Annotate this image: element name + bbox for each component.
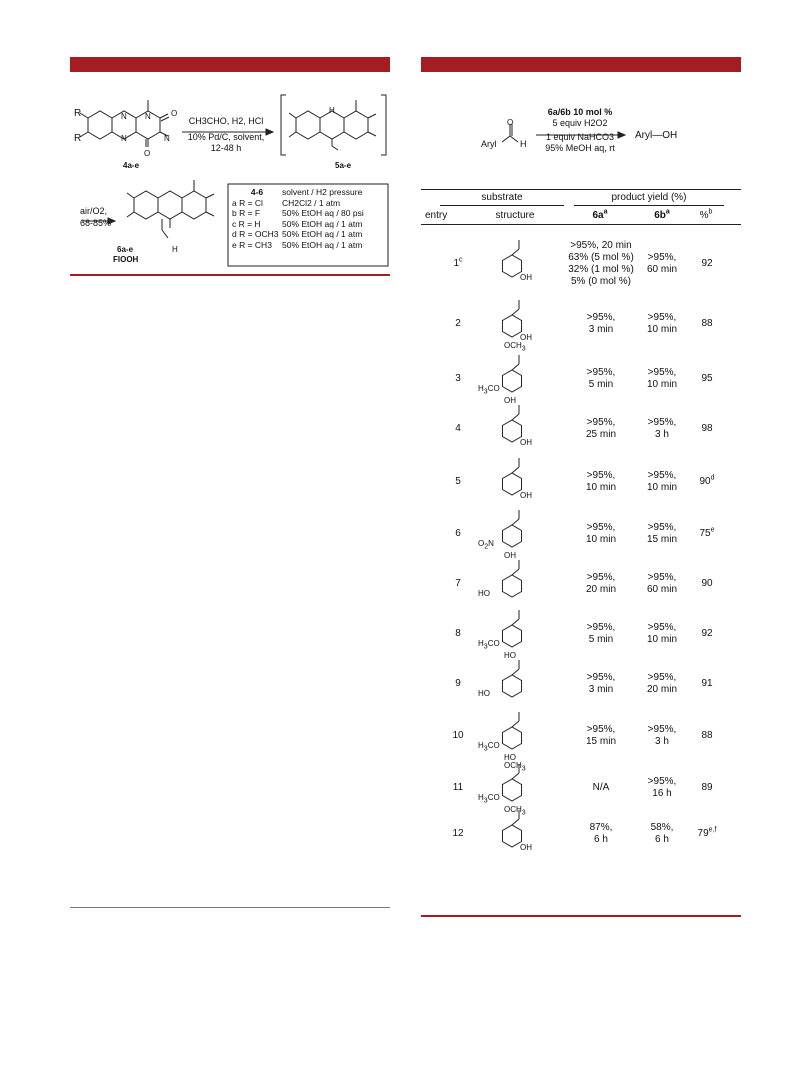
substituent-label: OH: [520, 491, 532, 500]
carbonyl-o-label: O: [171, 109, 178, 118]
legend-solvent-head: solvent / H2 pressure: [282, 187, 363, 197]
benzene-ring: [502, 420, 521, 442]
isolated-yield-text: 89: [701, 782, 713, 793]
benzene-ring: [502, 370, 521, 392]
isolated-yield: [692, 578, 722, 590]
peroxide-h-label: H: [172, 245, 178, 254]
benzene-ring: [502, 825, 521, 847]
substrate-structure: [478, 506, 558, 562]
entry-number: [446, 318, 470, 330]
yield-6b: >95%, 10 min: [646, 312, 677, 335]
benzene-ring: [502, 727, 521, 749]
aldehyde-bond: [512, 519, 519, 525]
aldehyde-bond: [512, 619, 519, 625]
entry-number: [446, 678, 470, 690]
substrate-header-underline: [440, 205, 564, 206]
intermediate-compound-label: 5a-e: [335, 161, 352, 170]
substrate-structure: [478, 236, 558, 292]
right-table-bottom-rule: [421, 915, 741, 917]
footnote-mark: e: [710, 526, 715, 534]
substituent-label: OH: [520, 333, 532, 342]
entry-number-text: 3: [455, 373, 461, 384]
yield-6a: >95%, 10 min: [585, 470, 616, 493]
benzene-ring: [502, 779, 521, 801]
legend-substituent: a R = Cl: [232, 197, 263, 208]
n-label: N: [121, 134, 127, 143]
oxidation-conditions: [80, 206, 111, 229]
legend-row: [232, 219, 386, 230]
substrate-structure: [478, 556, 558, 612]
yield-6a: >95%, 5 min: [586, 367, 616, 390]
benzene-ring: [502, 675, 521, 697]
condition-line: CH3CHO, H2, HCl: [188, 116, 264, 126]
entry-number: [446, 730, 470, 742]
yield-header-underline: [574, 205, 724, 206]
yield-6b: >95%, 60 min: [646, 252, 677, 275]
isolated-yield-text: 98: [701, 423, 713, 434]
oxidation-conditions-block: [530, 107, 630, 154]
yield-6a: >95%, 15 min: [585, 724, 616, 747]
aldehyde-bond: [512, 467, 519, 473]
isolated-yield-text: 88: [701, 318, 713, 329]
entry-column-header: entry: [425, 210, 448, 221]
oxidation-line: 68-85%: [80, 217, 112, 228]
isolated-yield-text: 91: [701, 678, 713, 689]
isolated-yield-text: 79: [697, 828, 709, 839]
substituent-label: $OCH_3$: [504, 341, 526, 353]
substituent-label: HO: [478, 589, 490, 598]
footnote-mark: b: [708, 208, 713, 216]
yield-6a: >95%, 20 min: [585, 572, 616, 595]
substituent-label: HO: [478, 689, 490, 698]
carbonyl-o-label: O: [144, 149, 151, 158]
substituent-label: $H_3CO$: [478, 639, 500, 651]
legend-conditions: CH2Cl2 / 1 atm: [282, 197, 341, 208]
entry-number-text: 4: [455, 423, 461, 434]
r-label-bottom: R: [74, 133, 82, 144]
condition-line: 12-48 h: [210, 143, 242, 153]
structure-column-header: structure: [495, 210, 535, 221]
r-label-top: R: [74, 108, 82, 119]
isolated-yield-text: 75: [699, 528, 711, 539]
entry-number-text: 7: [455, 578, 461, 589]
base-equiv: 1 equiv NaHCO3: [545, 132, 615, 142]
substituent-label: OH: [504, 396, 516, 405]
substrate-structure: [478, 401, 558, 457]
start-compound-label: 4a-e: [123, 161, 140, 170]
substrate-structure: [478, 351, 558, 407]
legend-substituent: e R = CH3: [232, 239, 272, 250]
substrate-structure: [478, 806, 558, 862]
substituent-label: OH: [520, 438, 532, 447]
yield-6b: >95%, 3 h: [647, 724, 677, 747]
isolated-yield-text: 90: [699, 476, 711, 487]
entry-number: [446, 628, 470, 640]
benzene-ring: [502, 525, 521, 547]
yield-6b: >95%, 3 h: [647, 417, 677, 440]
substituent-label: HO: [504, 753, 516, 762]
condition-line: 10% Pd/C, solvent,: [187, 131, 265, 142]
benzene-ring: [502, 575, 521, 597]
flooh-compound-label: 6a-e: [117, 245, 134, 254]
catalyst-6b-header: [642, 210, 682, 222]
legend-substituent: c R = H: [232, 218, 261, 229]
benzene-ring: [502, 625, 521, 647]
entry-number: [446, 782, 470, 794]
legend-row: [232, 208, 386, 219]
entry-number: [446, 528, 470, 540]
catalyst-6a-header: [580, 210, 620, 222]
substrate-structure: [478, 656, 558, 712]
isolated-yield: [692, 476, 722, 488]
footnote-mark: a: [665, 208, 670, 216]
legend-row: [232, 240, 386, 251]
entry-number-text: 11: [452, 782, 464, 793]
yield-6a: N/A: [592, 782, 610, 793]
substrate-structure: [478, 454, 558, 510]
footnote-mark: c: [459, 256, 463, 264]
substituent-label: $H_3CO$: [478, 793, 500, 805]
legend-row: [232, 229, 386, 240]
peroxide-equiv: 5 equiv H2O2: [552, 118, 608, 128]
legend-row: [232, 198, 386, 209]
entry-number-text: 5: [455, 476, 461, 487]
n-label: N: [145, 112, 151, 121]
oxidation-line: air/O2,: [80, 206, 108, 216]
entry-number: [446, 423, 470, 435]
substituent-label: $H_3CO$: [478, 384, 500, 396]
legend-substituent: d R = OCH3: [232, 229, 279, 239]
solvent-temp: 95% MeOH aq, rt: [545, 143, 615, 153]
footnote-mark: e,f: [708, 826, 717, 834]
entry-number: [446, 258, 470, 270]
substituent-label: $OCH_3$: [504, 805, 526, 817]
legend-compound-head: 4-6: [250, 187, 264, 197]
yield-6b: >95%, 10 min: [646, 622, 677, 645]
header-6b-text: 6b: [654, 210, 666, 221]
isolated-yield: [692, 828, 722, 840]
benzene-ring: [502, 473, 521, 495]
aldehyde-bond: [512, 414, 519, 420]
yield-6a: >95%, 3 min: [586, 672, 616, 695]
reduction-conditions: [176, 116, 276, 155]
isolated-yield-text: 95: [701, 373, 713, 384]
legend-conditions: 50% EtOH aq / 1 atm: [282, 229, 363, 239]
entry-number-text: 9: [455, 678, 461, 689]
footnote-mark: a: [603, 208, 608, 216]
aldehyde-bond: [512, 569, 519, 575]
yield-6a: 87%, 6 h: [589, 822, 613, 845]
isolated-yield: [692, 528, 722, 540]
legend-conditions: 50% EtOH aq / 1 atm: [282, 218, 363, 229]
entry-number-text: 8: [455, 628, 461, 639]
substituent-label: $OCH_3$: [504, 761, 526, 773]
right-column-header-band: [421, 57, 741, 72]
entry-number: [446, 373, 470, 385]
isolated-yield: [692, 258, 722, 270]
isolated-yield-text: 92: [701, 628, 713, 639]
isolated-yield-text: 92: [701, 258, 713, 269]
aldehyde-bond: [512, 721, 519, 727]
left-column-footnote-rule: [70, 907, 390, 908]
entry-number: [446, 476, 470, 488]
aldehyde-bond: [512, 773, 519, 779]
entry-number-text: 10: [452, 730, 464, 741]
isolated-yield: [692, 318, 722, 330]
header-pct-text: %: [699, 210, 709, 221]
yield-6b: >95%, 60 min: [646, 572, 677, 595]
substituent-label: $O_2N$: [478, 539, 494, 551]
aldehyde-o-label: O: [507, 118, 514, 127]
n-label: N: [164, 134, 170, 143]
substituent-label: $H_3CO$: [478, 741, 500, 753]
isolated-yield-text: 88: [701, 730, 713, 741]
aldehyde-bond: [512, 309, 519, 315]
substituent-label: HO: [504, 651, 516, 660]
substituent-label: OH: [504, 551, 516, 560]
footnote-mark: d: [710, 474, 715, 482]
table-top-rule: [421, 189, 741, 190]
yield-6b: >95%, 16 h: [647, 776, 677, 799]
isolated-yield: [692, 423, 722, 435]
aldehyde-h-label: H: [520, 139, 527, 149]
benzene-ring: [502, 315, 521, 337]
entry-number-text: 6: [455, 528, 461, 539]
legend-substituent: b R = F: [232, 208, 261, 218]
product-yield-header: product yield (%): [611, 192, 687, 203]
entry-number-text: 2: [455, 318, 461, 329]
n-label: N: [121, 112, 127, 121]
isolated-yield: [692, 678, 722, 690]
isolated-yield: [692, 730, 722, 742]
nh-label: H: [329, 106, 335, 115]
substrate-structure: [478, 606, 558, 662]
legend-conditions: 50% EtOH aq / 80 psi: [282, 208, 364, 218]
aldehyde-bond: [512, 819, 519, 825]
entry-number: [446, 578, 470, 590]
phenol-product-label: Aryl—OH: [635, 130, 678, 141]
yield-6a: >95%, 10 min: [585, 522, 616, 545]
isolated-yield: [692, 373, 722, 385]
isolated-yield-text: 90: [701, 578, 713, 589]
catalyst-loading: 6a/6b 10 mol %: [547, 107, 613, 117]
aldehyde-bond: [512, 669, 519, 675]
legend-conditions: 50% EtOH aq / 1 atm: [282, 239, 363, 250]
left-column-header-band: [70, 57, 390, 72]
yield-6b: >95%, 10 min: [646, 367, 677, 390]
substrate-header: substrate: [481, 192, 523, 203]
isolated-yield-header: [694, 210, 718, 222]
aldehyde-bond: [512, 249, 519, 255]
flooh-name: FlOOH: [113, 255, 139, 264]
yield-6b: 58%, 6 h: [650, 822, 674, 845]
aldehyde-bond: [512, 364, 519, 370]
entry-number-text: 12: [452, 828, 464, 839]
isolated-yield: [692, 782, 722, 794]
yield-6b: >95%, 15 min: [646, 522, 677, 545]
entry-number-text: 1: [453, 258, 460, 269]
yield-6a: >95%, 5 min: [586, 622, 616, 645]
yield-6a: >95%, 20 min 63% (5 mol %) 32% (1 mol %) 5% (0 mol %): [568, 240, 634, 287]
yield-6a: >95%, 3 min: [586, 312, 616, 335]
isolated-yield: [692, 628, 722, 640]
substituent-legend: [232, 187, 386, 250]
yield-6b: >95%, 20 min: [646, 672, 677, 695]
aryl-reactant-label: Aryl: [481, 139, 497, 149]
substituent-label: OH: [520, 843, 532, 852]
entry-number: [446, 828, 470, 840]
substituent-label: OH: [520, 273, 532, 282]
substrate-structure: [478, 708, 558, 764]
header-6a-text: 6a: [592, 210, 604, 221]
yield-6a: >95%, 25 min: [585, 417, 616, 440]
header-bottom-rule: [421, 224, 741, 225]
benzene-ring: [502, 255, 521, 277]
yield-6b: >95%, 10 min: [646, 470, 677, 493]
